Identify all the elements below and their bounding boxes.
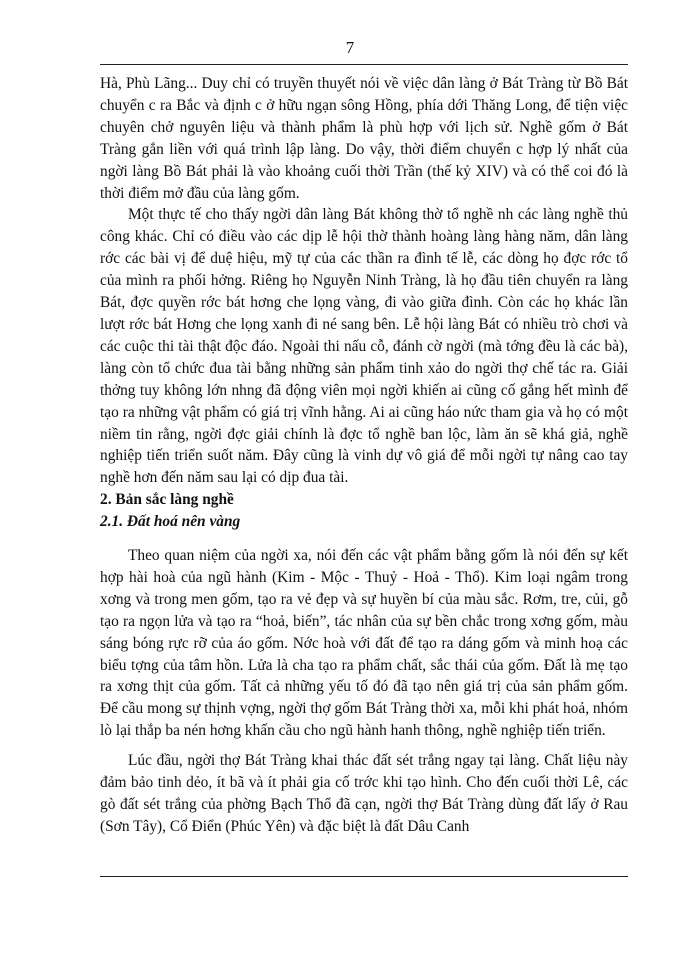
subsection-heading: 2.1. Đất hoá nên vàng [100, 513, 241, 531]
section-heading: 2. Bản sắc làng nghề [100, 491, 234, 509]
page-body [100, 73, 628, 838]
header-rule [100, 64, 628, 65]
paragraph-2: Một thực tế cho thấy ngời dân làng Bát không thờ tổ nghề nh các làng nghề thủ công khác. Chỉ có điều vào các dịp lễ hội thờ thành hoàng làng hàng năm, dân làng rớc các bài vị để duệ hiệu, mỹ tự của các thần ra đình tế lễ, các dòng họ đợc rớc tổ của mình ra phối hởng. Riêng họ Nguyễn Ninh Tràng, là họ đầu tiên chuyển ra làng Bát, đợc quyền rớc bát hơng che lọng vàng, đi vào giữa đình. Còn các họ khác lần lượt rớc bát Hơng che lọng xanh đi né sang bên. Lễ hội làng Bát có nhiều trò chơi và các cuộc thi tài thật độc đáo. Ngoài thi nấu cỗ, đánh cờ ngời (mà tớng đều là các bà), làng còn tổ chức đua tài bằng những sản phẩm tinh xảo do ngời thợ chế tác ra. Giải thởng tuy không lớn nhng đã động viên mọi ngời khiến ai cũng cố gắng hết mình để tạo ra những vật phẩm có giá trị vĩnh hằng. Ai ai cũng háo nức tham gia và họ có một niềm tin rằng, ngời đợc giải chính là đợc tổ nghề ban lộc, làm ăn sẽ khá giả, nghề nghiệp tiến triển suốt năm. Đây cũng là vinh dự vô giá để mỗi ngời tự nâng cao tay nghề hơn đến năm sau lại có dịp đua tài. [100, 206, 628, 487]
page-number: 7 [345, 38, 355, 57]
paragraph-1: Hà, Phù Lãng... Duy chỉ có truyền thuyết nói về việc dân làng ở Bát Tràng từ Bồ Bát chuyển c ra Bắc và định c ở hữu ngạn sông Hồng, phía dới Thăng Long, để tiện việc chuyên chở nguyên liệu và thành phẩm là phù hợp với lịch sử. Nghề gốm ở Bát Tràng gắn liền với quá trình lập làng. Do vậy, thời điểm chuyển c hợp lý nhất của ngời làng Bồ Bát phải là vào khoảng cuối thời Trần (thế kỷ XIV) và có thể coi đó là thời điểm mở đầu của làng gốm. [100, 75, 628, 202]
footer-rule [100, 876, 628, 877]
paragraph-3: Theo quan niệm của ngời xa, nói đến các vật phẩm bằng gốm là nói đến sự kết hợp hài hoà của ngũ hành (Kim - Mộc - Thuỷ - Hoả - Thổ). Kim loại ngâm trong xơng và trong men gốm, tạo ra vẻ đẹp và sự huyền bí của màu sắc. Rơm, tre, củi, gỗ tạo ra ngọn lửa và tạo ra “hoả, biến”, tác nhân của sự bền chắc trong xơng gốm, màu sáng bóng rực rỡ của áo gốm. Nớc hoà với đất để tạo ra dáng gốm và minh hoạ các biểu tợng của tâm hồn. Lửa là cha tạo ra phẩm chất, sắc thái của gốm. Đất là mẹ tạo ra xơng thịt của gốm. Tất cả những yếu tố đó đã tạo nên giá trị của sản phẩm gốm. Để cầu mong sự thịnh vợng, ngời thợ gốm Bát Tràng thời xa, mỗi khi phát hoả, nhóm lò lại thắp ba nén hơng khấn cầu cho ngũ hành hanh thông, nghề nghiệp tiến triển. [100, 547, 628, 740]
paragraph-4: Lúc đầu, ngời thợ Bát Tràng khai thác đất sét trắng ngay tại làng. Chất liệu này đảm bảo tinh dẻo, ít bã và ít phải gia cố trớc khi tạo hình. Cho đến cuối thời Lê, các gò đất sét trắng của phờng Bạch Thổ đã cạn, ngời thợ Bát Tràng dùng đất lấy ở Rau (Sơn Tây), Cổ Điển (Phúc Yên) và đặc biệt là đất Dâu Canh [100, 752, 628, 835]
